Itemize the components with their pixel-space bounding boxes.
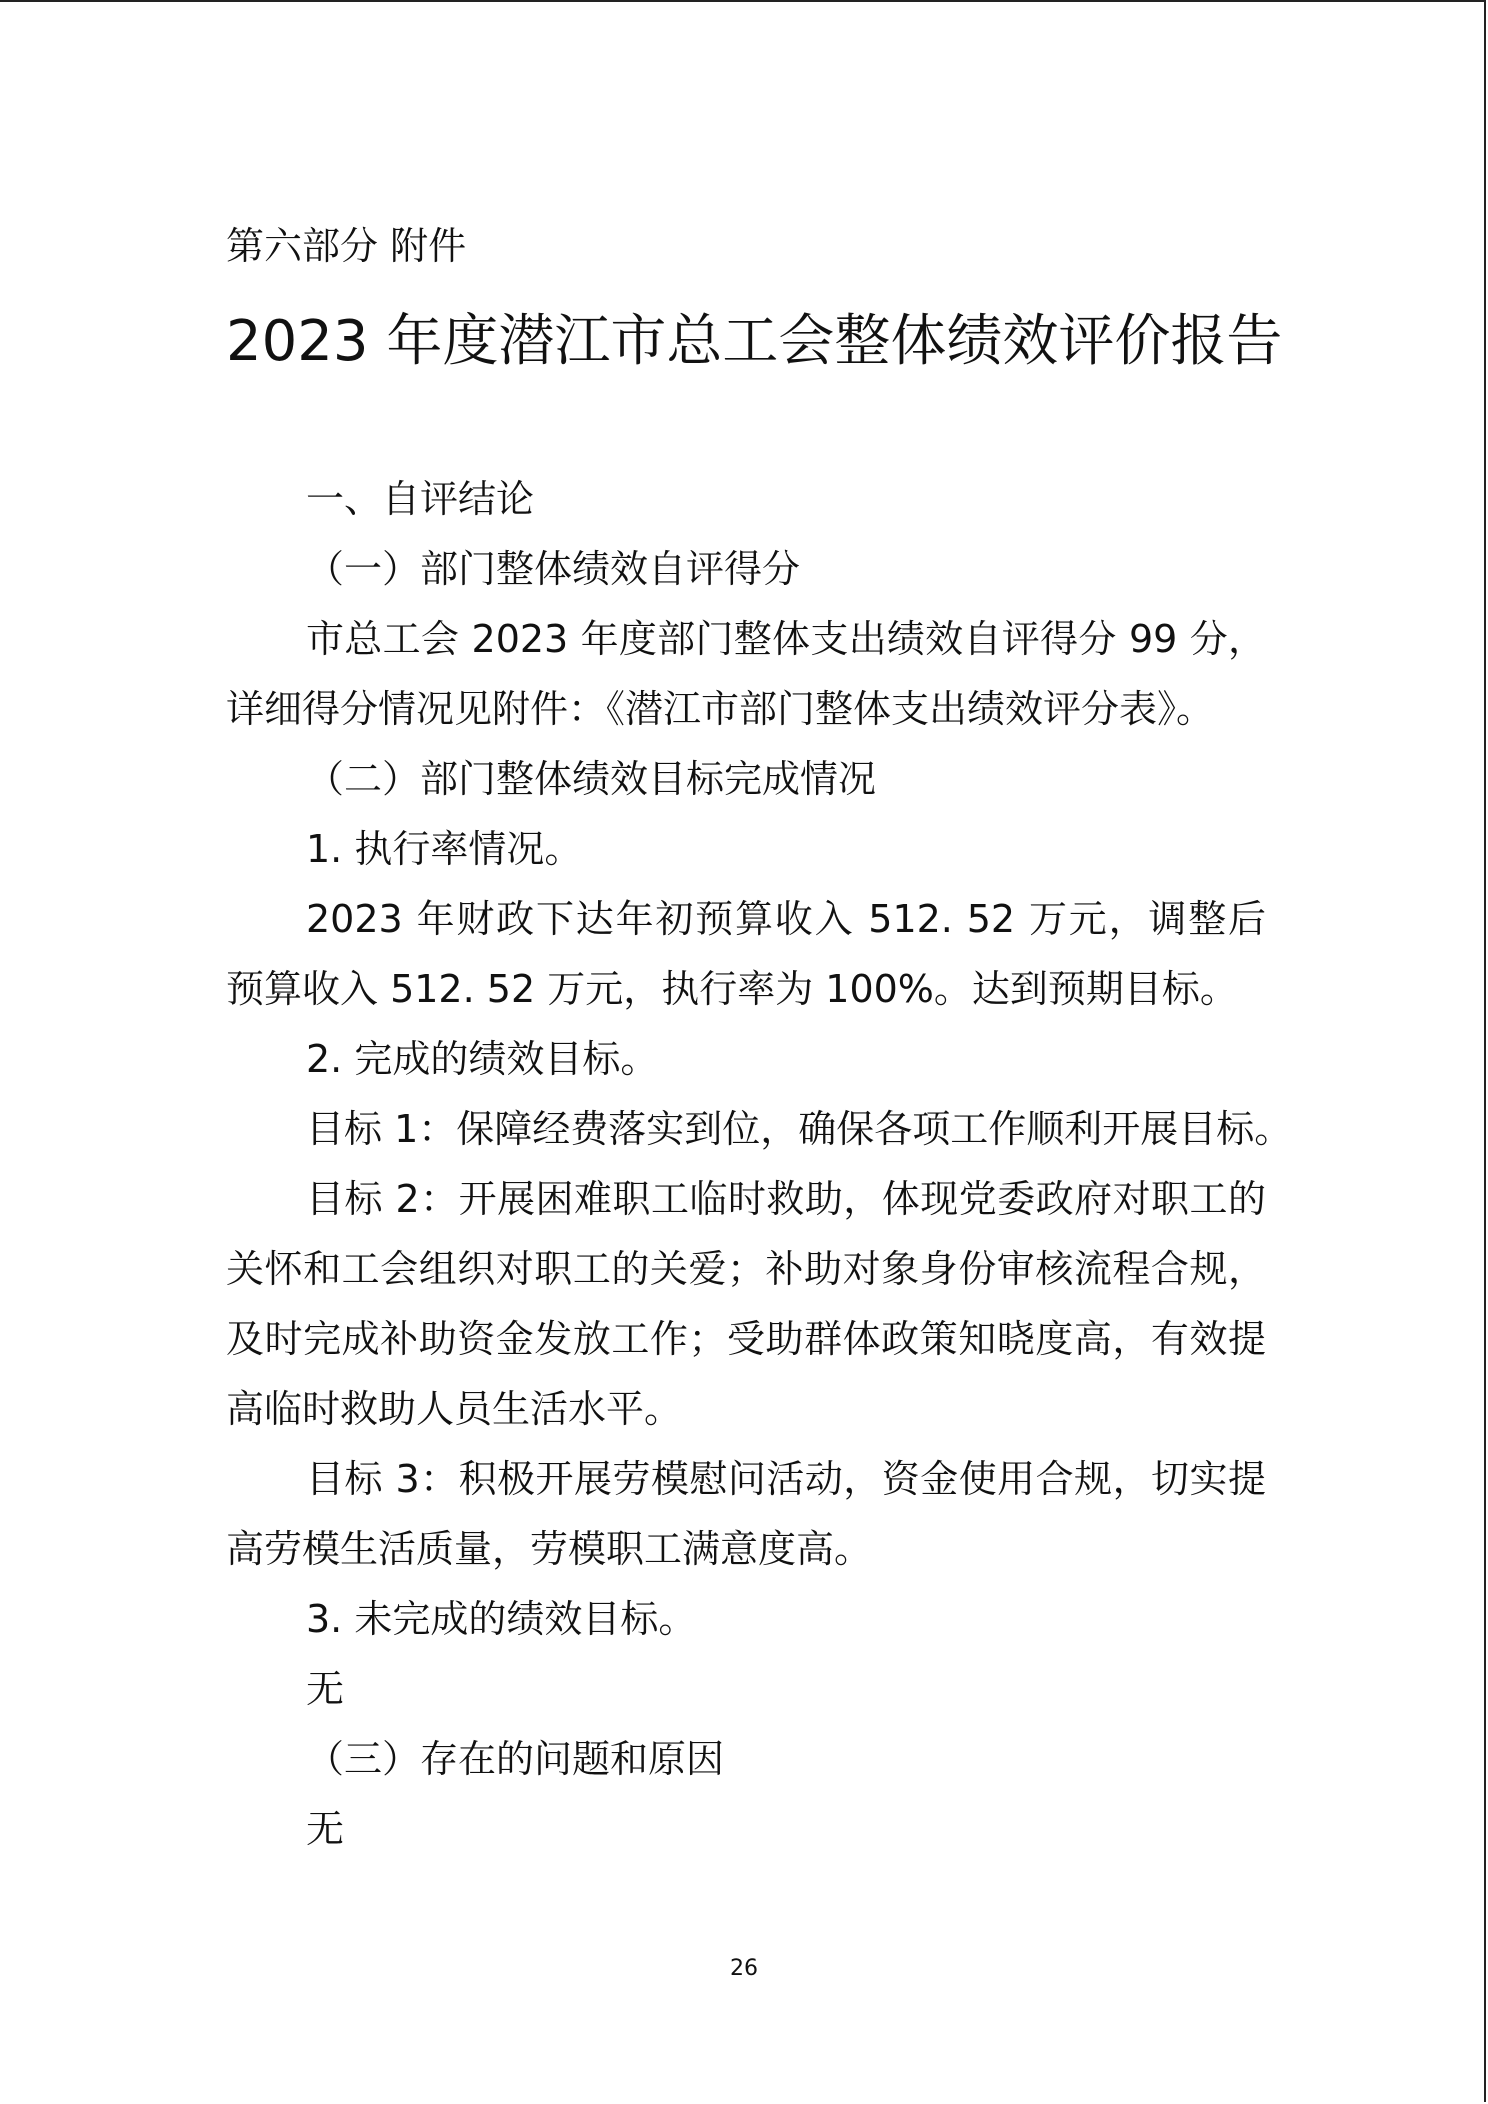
goal-3: 目标 3：积极开展劳模慰问活动，资金使用合规，切实提高劳模生活质量，劳模职工满意度高。 [226,1457,1266,1571]
goal-1: 目标 1：保障经费落实到位，确保各项工作顺利开展目标。 [306,1107,1293,1151]
item-execution-rate: 1. 执行率情况。 [306,827,583,871]
uncompleted-goals-value: 无 [306,1667,345,1711]
goal-2: 目标 2：开展困难职工临时救助，体现党委政府对职工的关怀和工会组织对职工的关爱；补助对象身份审核流程合规，及时完成补助资金发放工作；受助群体政策知晓度高，有效提高临时救助人员生活水平。 [226,1177,1266,1431]
document-title: 2023 年度潜江市总工会整体绩效评价报告 [226,309,1283,374]
heading-self-evaluation-conclusion: 一、自评结论 [306,477,535,521]
paragraph-budget-execution: 2023 年财政下达年初预算收入 512. 52 万元，调整后预算收入 512. 52 万元，执行率为 100%。达到预期目标。 [226,897,1266,1011]
section-label: 第六部分 附件 [226,224,467,268]
item-uncompleted-goals: 3. 未完成的绩效目标。 [306,1597,697,1641]
subheading-goal-completion: （二）部门整体绩效目标完成情况 [306,757,877,801]
page-number: 26 [730,1956,758,1981]
document-body [226,464,1293,1864]
subheading-self-evaluation-score: （一）部门整体绩效自评得分 [306,547,801,591]
paragraph-score-summary: 市总工会 2023 年度部门整体支出绩效自评得分 99 分，详细得分情况见附件：《潜江市部门整体支出绩效评分表》。 [226,617,1266,731]
problems-value: 无 [306,1807,345,1851]
subheading-problems-and-causes: （三）存在的问题和原因 [306,1737,725,1781]
item-completed-goals: 2. 完成的绩效目标。 [306,1037,659,1081]
